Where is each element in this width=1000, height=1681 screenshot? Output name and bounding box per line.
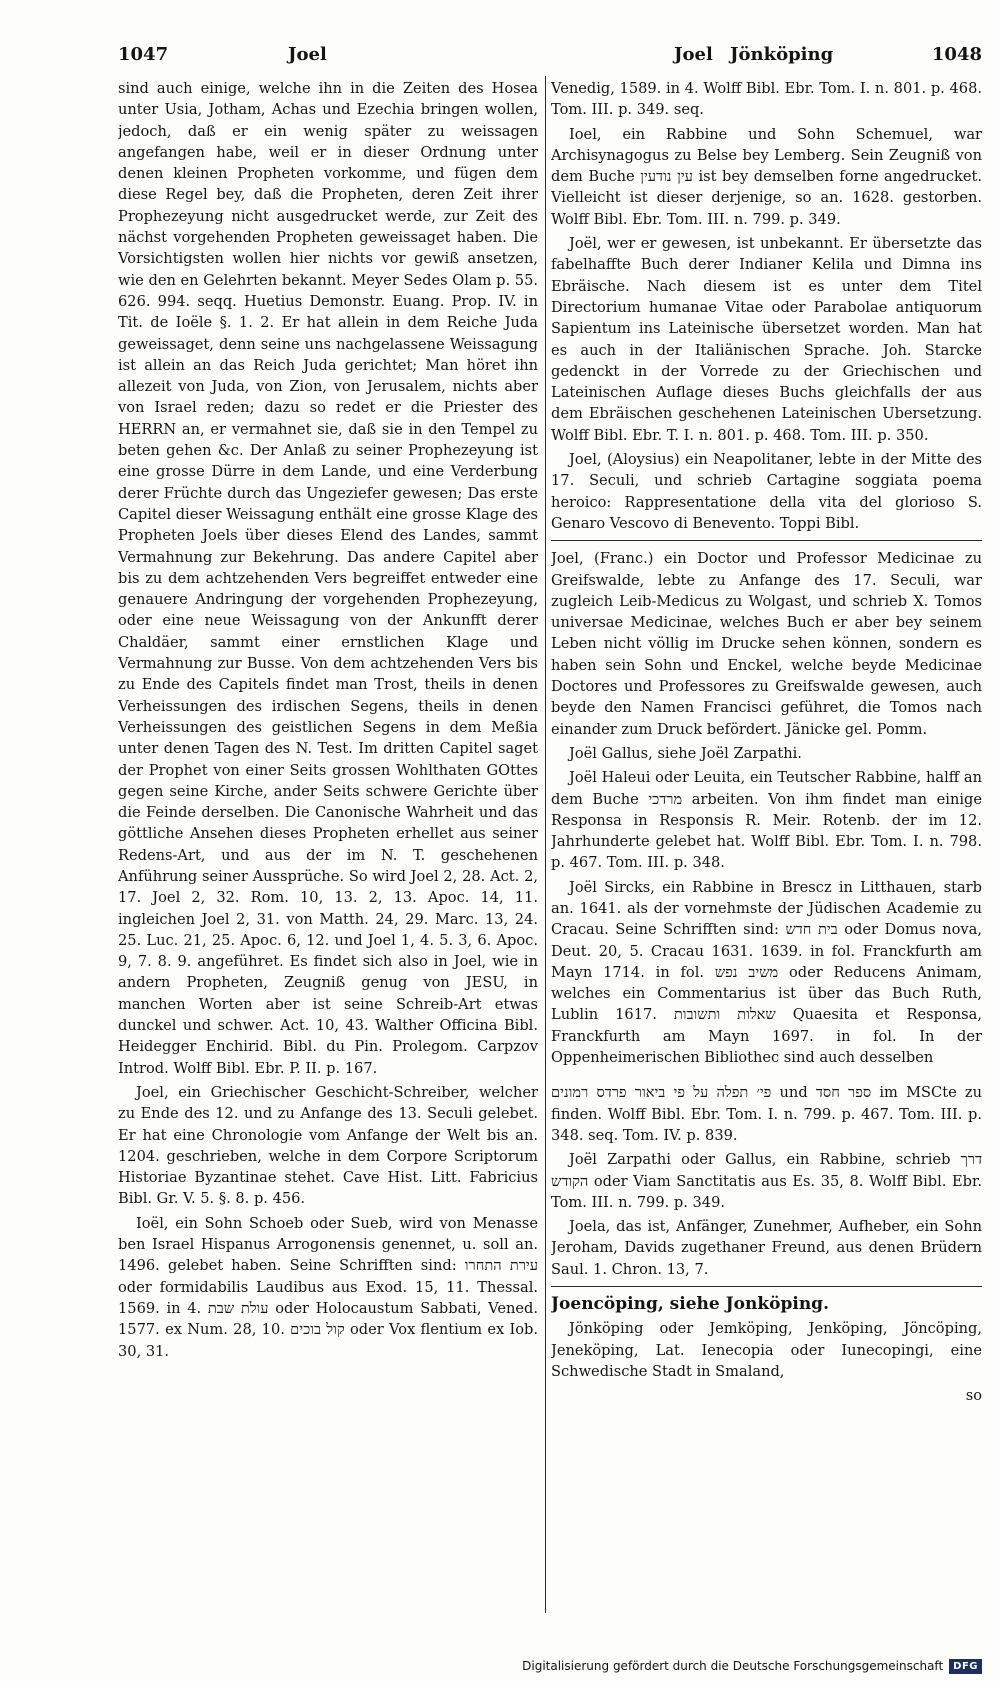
entry-joel-rabbine-schemuel: Ioel, ein Rabbine und Sohn Schemuel, war Archisynagogus zu Belse bey Lemberg. Sein Zeugniß von dem Buche עין נודעין ist bey demselben forne angedrucket. Vielleicht ist dieser derjenige, so an. 1628. gestorben. Wolff Bibl. Ebr. Tom. III. n. 799. p. 349. — [551, 125, 982, 228]
entry-joel-translator: Joël, wer er gewesen, ist unbekannt. Er übersetzte das fabelhaffte Buch derer Indianer Kelila und Dimna ins Ebräische. Nach diesem ist es unter dem Titel Directorium humanae Vitae oder Parabolae antiquorum Sapientum ins Lateinische übersetzet worden. Man hat es auch in der Italiänischen Sprache. Joh. Starcke gedenckt in der Vorrede zu der Griechischen und Lateinischen Auflage dieses Buchs gleichfalls der aus dem Ebräischen geschehenen Lateinischen Ubersetzung. Wolff Bibl. Ebr. T. I. n. 801. p. 468. Tom. III. p. 350. — [551, 235, 982, 444]
entry-joel-haleui: Joël Haleui oder Leuita, ein Teutscher Rabbine, halff an dem Buche מרדכי arbeiten. Von ihm findet man einige Responsa in Responsis R. Meir. Rotenb. der im 12. Jahrhunderte gelebet hat. Wolff Bibl. Ebr. Tom. I. n. 798. p. 467. Tom. III. p. 348. — [551, 769, 982, 872]
page-header — [118, 44, 982, 70]
entry-hebrew-line: פי׳ תפלה על פי ביאור פרדס רמונים und ספר חסד im MSCte zu finden. Wolff Bibl. Ebr. Tom. I. n. 799. p. 467. Tom. III. p. 348. seq. Tom. IV. p. 839. — [551, 1084, 982, 1144]
entry-joela: Joela, das ist, Anfänger, Zunehmer, Aufheber, ein Sohn Jeroham, Davids zugethaner Freund, aus denen Brüdern Saul. 1. Chron. 13, 7. — [551, 1218, 982, 1278]
entry-joel-franc: Joel, (Franc.) ein Doctor und Professor Medicinae zu Greifswalde, lebte zu Anfange des 17. Seculi, war zugleich Leib-Medicus zu Wolgast, und schrieb X. Tomos universae Medicinae, welches Buch er aber bey seinem Leben nicht völlig im Drucke sehen können, sondern es haben sein Sohn und Enckel, welche beyde Medicinae Doctores und Professores zu Greifswalde gewesen, auch beyde den Namen Francisci geführet, die Tomos nach einander zum Druck befördert. Jänicke gel. Pomm. — [551, 550, 982, 738]
running-head-right-b: Jönköping — [730, 44, 834, 65]
dfg-logo-icon: DFG — [949, 1659, 982, 1674]
entry-joel-aloysius: Joel, (Aloysius) ein Neapolitaner, lebte in der Mitte des 17. Seculi, und schrieb Cartagine soggiata poema heroico: Rappresentatione della vita del glorioso S. Genaro Vescovo di Benevento. Toppi Bibl. — [551, 451, 982, 532]
entry-jonkoping: Jönköping oder Jemköping, Jenköping, Jöncöping, Jeneköping, Lat. Ienecopia oder Iunecopingi, eine Schwedische Stadt in Smaland, — [551, 1320, 982, 1380]
right-column — [551, 78, 982, 1613]
entry-joel-son-of-schoeb: Ioël, ein Sohn Schoeb oder Sueb, wird von Menasse ben Israel Hispanus Arrogonensis genennet, u. soll an. 1496. gelebet haben. Seine Schrifften sind: עירת התחרו oder formidabilis Laudibus aus Exod. 15, 11. Thessal. 1569. in 4. עולת שבת oder Holocaustum Sabbati, Vened. 1577. ex Num. 28, 10. קול בוכים oder Vox flentium ex Iob. 30, 31. — [118, 1214, 538, 1360]
footer-credit-text: Digitalisierung gefördert durch die Deutsche Forschungsgemeinschaft — [522, 1659, 944, 1673]
catchword: so — [965, 1387, 982, 1405]
page-number-right: 1048 — [931, 44, 982, 65]
page-number-left: 1047 — [118, 44, 169, 65]
digitization-footer — [522, 1657, 982, 1675]
entry-joencoping: Joencöping, siehe Jonköping. — [551, 1294, 829, 1315]
column-rule — [545, 76, 546, 1613]
section-separator — [551, 540, 982, 541]
entry-joel-zarpathi: Joël Zarpathi oder Gallus, ein Rabbine, schrieb דרך הקודש oder Viam Sanctitatis aus Es. 35, 8. Wolff Bibl. Ebr. Tom. III. n. 799. p. 349. — [551, 1151, 982, 1211]
running-head-right-a: Joel — [674, 44, 713, 65]
left-column — [118, 78, 538, 1613]
entry-joel-sircks: Joël Sircks, ein Rabbine in Brescz in Litthauen, starb an. 1641. als der vornehmste der Jüdischen Academie zu Cracau. Seine Schrifften sind: בית חדש oder Domus nova, Deut. 20, 5. Cracau 1631. 1639. in fol. Franckfurth am Mayn 1714. in fol. משיב נפש oder Reducens Animam, welches ein Commentarius ist über das Buch Ruth, Lublin 1617. שאלות ותשובות Quaesita et Responsa, Franckfurth am Mayn 1697. in fol. In der Oppenheimerischen Bibliothec sind auch desselben — [551, 878, 982, 1067]
entry-joel-prophet-cont: sind auch einige, welche ihn in die Zeiten des Hosea unter Usia, Jotham, Achas und Ezechia bringen wollen, jedoch, daß er ein wenig später zu weissagen angefangen habe, weil er in dieser Ordnung unter denen kleinen Propheten vorkomme, und fügen dem diese Regel bey, daß die Propheten, deren Zeit ihrer Prophezeyung nicht ausgedrucket werde, zur Zeit des nächst vorgehenden Propheten geweissaget haben. Die Vorsichtigsten wollen hier nichts vor gewiß ansetzen, wie den en Gelehrten bekannt. Meyer Sedes Olam p. 55. 626. 994. seqq. Huetius Demonstr. Euang. Prop. IV. in Tit. de Ioële §. 1. 2. Er hat allein in dem Reiche Juda geweissaget, denn seine uns nachgelassene Weissagung ist allein an das Reich Juda gerichtet; Man höret ihn allezeit von Juda, von Zion, von Jerusalem, nichts aber von Israel reden; dazu so redet er die Priester des HERRN an, er vermahnet sie, daß sie in den Tempel zu beten gehen &c. Der Anlaß zu seiner Prophezeyung ist eine grosse Dürre in dem Lande, und eine Verderbung derer Früchte durch das Ungeziefer gewesen; Das erste Capitel dieser Weissagung enthält eine grosse Klage des Propheten Joels über dieses Elend des Landes, sammt Vermahnung zur Bekehrung. Das andere Capitel aber bis zu dem achtzehenden Vers begreiffet entweder eine genauere Andringung der vorgehenden Prophezeyung, oder eine neue Weissagung von der Ankunfft derer Chaldäer, sammt einer ernstlichen Klage und Vermahnung zur Busse. Von dem achtzehenden Vers bis zu Ende des Capitels findet man Trost, theils in denen Verheissungen des irdischen Segens, theils in denen Verheissungen des geistlichen Segens in dem Meßia unter denen Tagen des N. Test. Im dritten Capitel saget der Prophet von einer Seits grossen Wohlthaten GOttes gegen seine Kirche, ander Seits schwere Gerichte über die Feinde derselben. Die Canonische Wahrheit und das göttliche Ansehen dieses Propheten erhellet aus seiner Redens-Art, und aus der im N. T. geschehenen Anführung seiner Aussprüche. So wird Joel 2, 28. Act. 2, 17. Joel 2, 32. Rom. 10, 13. 2, 13. Apoc. 14, 11. ingleichen Joel 2, 31. von Matth. 24, 29. Marc. 13, 24. 25. Luc. 21, 25. Apoc. 6, 12. und Joel 1, 4. 5. 3, 6. Apoc. 9, 7. 8. 9. angeführet. Es findet sich also in Joel, wie in andern Propheten, Zeugniß genug von JESU, in manchen Worten aber ist seine Schreib-Art etwas dunckel und schwer. Act. 10, 43. Walther Officina Bibl. Heidegger Enchirid. Bibl. du Pin. Prolegom. Carpzov Introd. Wolff Bibl. Ebr. P. II. p. 167. — [118, 80, 538, 1077]
entry-joel-gallus: Joël Gallus, siehe Joël Zarpathi. — [569, 744, 802, 762]
entry-venice-cont: Venedig, 1589. in 4. Wolff Bibl. Ebr. Tom. I. n. 801. p. 468. Tom. III. p. 349. seq. — [551, 80, 982, 119]
running-head-left: Joel — [288, 44, 327, 65]
section-separator-2 — [551, 1286, 982, 1287]
entry-joel-chronicler: Joel, ein Griechischer Geschicht-Schreiber, welcher zu Ende des 12. und zu Anfange des 13. Seculi gelebet. Er hat eine Chronologie vom Anfange der Welt bis an. 1204. geschrieben, welche in dem Corpore Scriptorum Historiae Byzantinae stehet. Cave Hist. Litt. Fabricius Bibl. Gr. V. 5. §. 8. p. 456. — [118, 1083, 538, 1208]
